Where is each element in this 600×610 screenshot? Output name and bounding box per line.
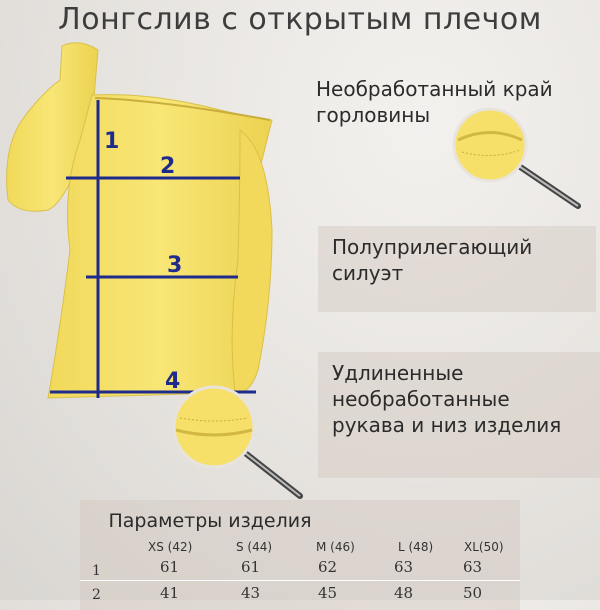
table-cell: 48 — [394, 584, 414, 602]
table-row-label: 1 — [92, 563, 101, 579]
measure-label-3: 3 — [167, 253, 183, 278]
measure-label-1: 1 — [104, 129, 120, 154]
table-cell: 45 — [318, 584, 338, 602]
feature-neckline-line2: горловины — [316, 103, 431, 127]
size-header: XS (42) — [148, 540, 193, 554]
feature-sleeves-line2: необработанные — [332, 387, 510, 411]
feature-silhouette-line1: Полуприлегающий — [332, 235, 533, 259]
measure-label-2: 2 — [160, 154, 176, 179]
page-title: Лонгслив с открытым плечом — [58, 2, 542, 37]
size-header: S (44) — [236, 540, 273, 554]
table-cell: 63 — [463, 558, 483, 576]
table-divider — [80, 580, 520, 581]
size-header: M (46) — [316, 540, 355, 554]
feature-silhouette-line2: силуэт — [332, 261, 404, 285]
table-cell: 61 — [241, 558, 261, 576]
table-cell: 41 — [160, 584, 180, 602]
table-cell: 50 — [463, 584, 483, 602]
feature-neckline — [310, 76, 584, 128]
feature-sleeves — [318, 352, 600, 478]
feature-neckline-line1: Необработанный край — [316, 77, 553, 101]
feature-silhouette — [318, 226, 596, 312]
size-header: L (48) — [398, 540, 434, 554]
size-table-title: Параметры изделия — [108, 510, 312, 532]
feature-sleeves-line1: Удлиненные — [332, 361, 464, 385]
magnifier-hem-icon — [174, 387, 300, 496]
table-cell: 43 — [241, 584, 261, 602]
table-cell: 63 — [394, 558, 414, 576]
table-cell: 62 — [318, 558, 338, 576]
table-cell: 61 — [160, 558, 180, 576]
measure-label-4: 4 — [165, 369, 181, 394]
feature-sleeves-line3: рукава и низ изделия — [332, 413, 562, 437]
table-row-label: 2 — [92, 587, 101, 603]
size-header: XL(50) — [464, 540, 504, 554]
